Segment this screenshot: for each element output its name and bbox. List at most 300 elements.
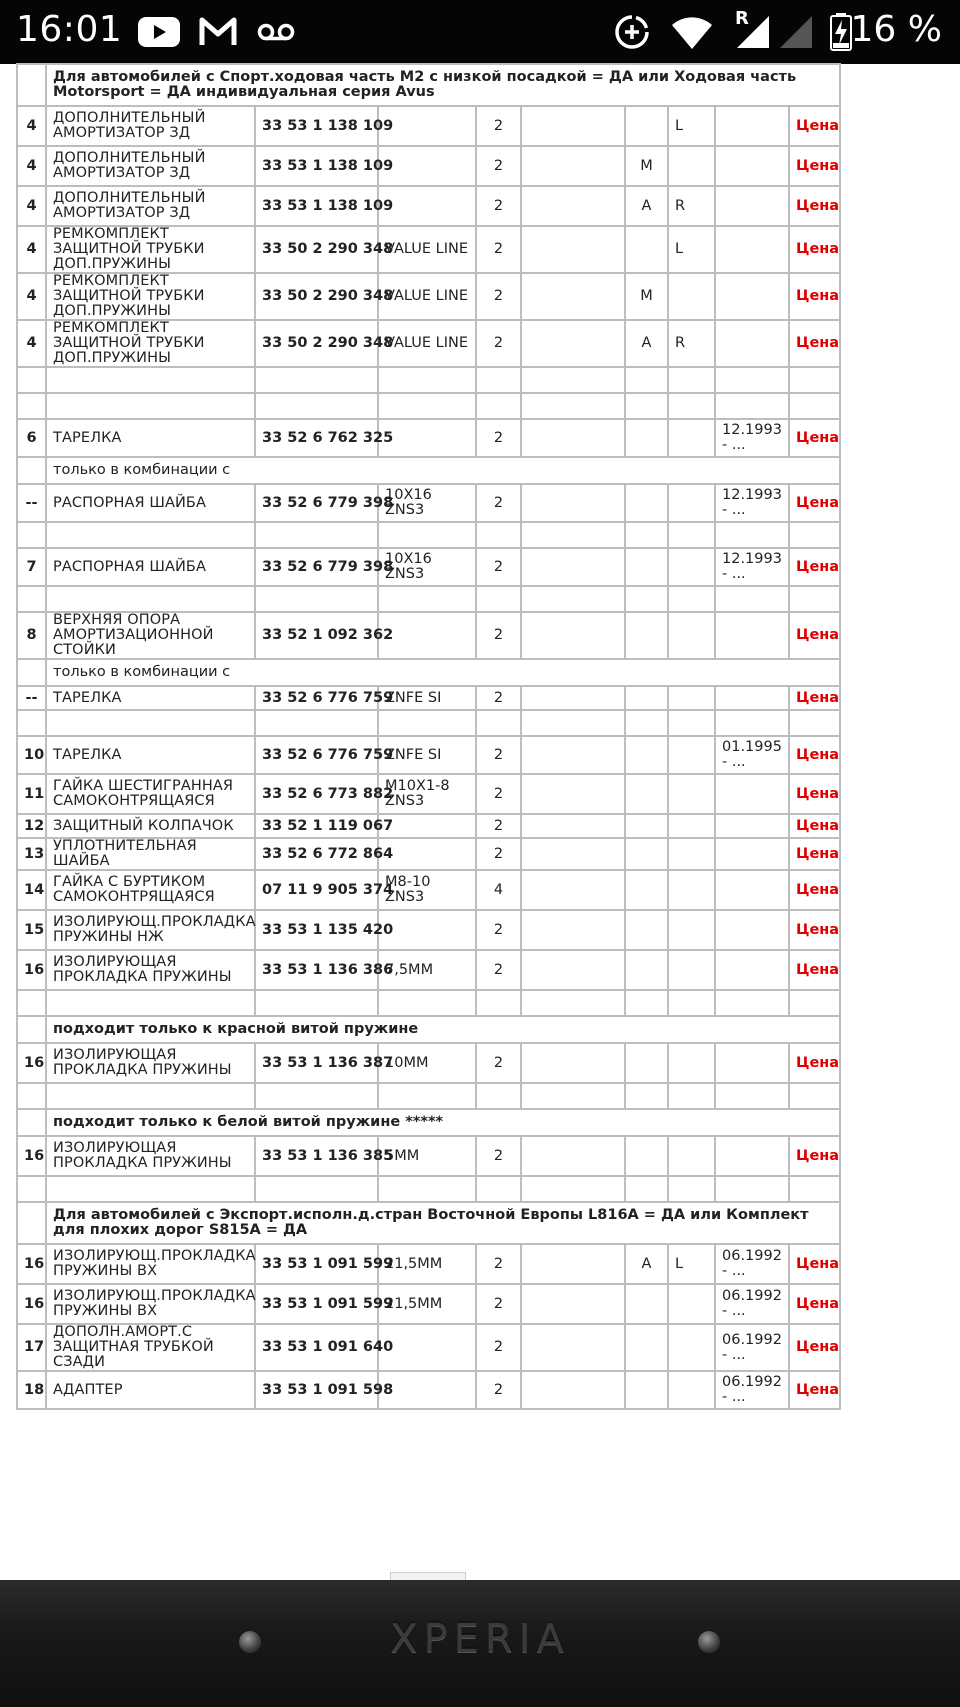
part-number: 33 52 6 779 398 — [255, 548, 378, 586]
part-attr-side — [668, 774, 715, 814]
empty-cell — [17, 457, 46, 484]
part-attr-extra — [521, 950, 625, 990]
part-attr-extra — [521, 838, 625, 870]
table-row — [17, 419, 840, 457]
part-quantity: 2 — [476, 484, 521, 522]
part-attr-variant — [625, 838, 668, 870]
empty-cell — [378, 710, 476, 736]
part-number: 07 11 9 905 374 — [255, 870, 378, 910]
part-attr-side — [668, 273, 715, 320]
empty-cell — [789, 990, 840, 1016]
empty-cell — [521, 586, 625, 612]
part-date-range — [715, 910, 789, 950]
part-description: ТАРЕЛКА — [46, 419, 255, 457]
price-link[interactable]: Цена — [796, 817, 840, 834]
empty-cell — [255, 586, 378, 612]
part-quantity: 2 — [476, 146, 521, 186]
item-position: 17 — [17, 1324, 46, 1371]
part-attr-side: L — [668, 226, 715, 273]
price-link[interactable]: Цена — [796, 689, 840, 706]
table-row — [17, 950, 840, 990]
price-cell — [789, 814, 840, 838]
price-link[interactable]: Цена — [796, 627, 840, 643]
empty-cell — [46, 1176, 255, 1202]
price-link[interactable]: Цена — [796, 429, 840, 446]
empty-cell — [46, 1083, 255, 1109]
part-attr-side — [668, 870, 715, 910]
empty-cell — [521, 710, 625, 736]
price-link[interactable]: Цена — [796, 197, 840, 214]
price-cell — [789, 686, 840, 710]
part-attr-variant — [625, 686, 668, 710]
part-quantity: 2 — [476, 1371, 521, 1409]
part-number: 33 53 1 091 599 — [255, 1244, 378, 1284]
part-number: 33 53 1 091 640 — [255, 1324, 378, 1371]
empty-cell — [17, 522, 46, 548]
price-link[interactable]: Цена — [796, 494, 840, 511]
price-link[interactable]: Цена — [796, 558, 840, 575]
price-link[interactable]: Цена — [796, 157, 840, 174]
status-bar — [0, 0, 960, 64]
empty-cell — [476, 367, 521, 393]
part-attr-extra — [521, 1136, 625, 1176]
empty-cell — [17, 1176, 46, 1202]
part-description: ДОПОЛНИТЕЛЬНЫЙ АМОРТИЗАТОР ЗД — [46, 106, 255, 146]
empty-cell — [668, 990, 715, 1016]
battery-percent: 16 % — [850, 9, 942, 50]
part-attr-extra — [521, 320, 625, 367]
part-attr-extra — [521, 686, 625, 710]
parts-table — [16, 63, 841, 1410]
empty-cell — [17, 1016, 46, 1043]
part-date-range — [715, 814, 789, 838]
part-quantity: 4 — [476, 870, 521, 910]
part-date-range — [715, 950, 789, 990]
part-info: ZNFE SI — [378, 736, 476, 774]
part-description: ИЗОЛИРУЮЩ.ПРОКЛАДКА ПРУЖИНЫ НЖ — [46, 910, 255, 950]
price-link[interactable]: Цена — [796, 881, 840, 898]
part-date-range — [715, 1136, 789, 1176]
youtube-icon — [138, 0, 180, 64]
empty-cell — [625, 586, 668, 612]
part-date-range — [715, 774, 789, 814]
price-link[interactable]: Цена — [796, 1147, 840, 1164]
part-attr-extra — [521, 273, 625, 320]
part-date-range: 12.1993 - ... — [715, 419, 789, 457]
part-number: 33 53 1 138 109 — [255, 146, 378, 186]
price-cell — [789, 106, 840, 146]
empty-cell — [715, 710, 789, 736]
empty-cell — [521, 1176, 625, 1202]
part-attr-extra — [521, 1043, 625, 1083]
price-cell — [789, 419, 840, 457]
table-row — [17, 838, 840, 870]
empty-cell — [378, 393, 476, 419]
device-nav-bar — [0, 1580, 960, 1707]
part-attr-side — [668, 1371, 715, 1409]
item-position: 4 — [17, 320, 46, 367]
item-position: 16 — [17, 1284, 46, 1324]
part-quantity: 2 — [476, 320, 521, 367]
empty-cell — [715, 522, 789, 548]
part-quantity: 2 — [476, 736, 521, 774]
part-number: 33 53 1 136 385 — [255, 1136, 378, 1176]
part-number: 33 53 1 138 109 — [255, 186, 378, 226]
empty-cell — [46, 367, 255, 393]
part-attr-variant — [625, 548, 668, 586]
part-description: РАСПОРНАЯ ШАЙБА — [46, 548, 255, 586]
empty-cell — [789, 1083, 840, 1109]
part-attr-variant — [625, 484, 668, 522]
part-quantity: 2 — [476, 419, 521, 457]
empty-cell — [789, 367, 840, 393]
part-description: ИЗОЛИРУЮЩ.ПРОКЛАДКА ПРУЖИНЫ ВХ — [46, 1244, 255, 1284]
table-row — [17, 1136, 840, 1176]
price-link[interactable]: Цена — [796, 845, 840, 862]
empty-cell — [625, 367, 668, 393]
part-attr-variant — [625, 1136, 668, 1176]
price-link[interactable]: Цена — [796, 1381, 840, 1398]
item-position: 4 — [17, 226, 46, 273]
part-attr-variant — [625, 419, 668, 457]
empty-cell — [625, 522, 668, 548]
part-attr-side — [668, 1043, 715, 1083]
price-link[interactable]: Цена — [796, 785, 840, 802]
price-link[interactable]: Цена — [796, 1295, 840, 1312]
part-date-range — [715, 106, 789, 146]
part-date-range: 06.1992 - ... — [715, 1324, 789, 1371]
part-attr-extra — [521, 910, 625, 950]
part-attr-extra — [521, 146, 625, 186]
part-attr-side — [668, 838, 715, 870]
part-info: M8-10 ZNS3 — [378, 870, 476, 910]
table-row — [17, 1043, 840, 1083]
part-number: 33 52 6 773 882 — [255, 774, 378, 814]
part-number: 33 53 1 138 109 — [255, 106, 378, 146]
table-row-spacer — [17, 990, 840, 1016]
empty-cell — [668, 1176, 715, 1202]
empty-cell — [255, 710, 378, 736]
part-description: РЕМКОМПЛЕКТ ЗАЩИТНОЙ ТРУБКИ ДОП.ПРУЖИНЫ — [46, 273, 255, 320]
empty-cell — [255, 522, 378, 548]
table-section-note — [17, 1109, 840, 1136]
section-note-text: Для автомобилей с Спорт.ходовая часть M2 с низкой посадкой = ДА или Ходовая часть Motorsport = ДА индивидуальная серия Avus — [46, 64, 840, 106]
status-time: 16:01 — [16, 9, 123, 50]
part-attr-variant — [625, 910, 668, 950]
empty-cell — [46, 586, 255, 612]
table-row — [17, 273, 840, 320]
part-info: 7,5MM — [378, 950, 476, 990]
item-position: 14 — [17, 870, 46, 910]
part-attr-extra — [521, 484, 625, 522]
empty-cell — [789, 710, 840, 736]
part-attr-side — [668, 419, 715, 457]
empty-cell — [378, 1083, 476, 1109]
part-number: 33 52 1 092 362 — [255, 612, 378, 659]
part-attr-extra — [521, 419, 625, 457]
part-description: ИЗОЛИРУЮЩАЯ ПРОКЛАДКА ПРУЖИНЫ — [46, 1043, 255, 1083]
table-row — [17, 612, 840, 659]
part-date-range — [715, 686, 789, 710]
part-info: 10MM — [378, 1043, 476, 1083]
empty-cell — [17, 64, 46, 106]
price-cell — [789, 1136, 840, 1176]
price-cell — [789, 838, 840, 870]
part-attr-side — [668, 736, 715, 774]
part-quantity: 2 — [476, 186, 521, 226]
part-attr-variant — [625, 612, 668, 659]
part-quantity: 2 — [476, 1324, 521, 1371]
part-number: 33 50 2 290 348 — [255, 226, 378, 273]
part-attr-variant — [625, 736, 668, 774]
price-link[interactable]: Цена — [796, 1255, 840, 1272]
part-number: 33 52 6 762 325 — [255, 419, 378, 457]
empty-cell — [521, 367, 625, 393]
empty-cell — [378, 586, 476, 612]
table-section-note — [17, 64, 840, 106]
table-row-spacer — [17, 586, 840, 612]
part-attr-variant — [625, 950, 668, 990]
table-row — [17, 146, 840, 186]
empty-cell — [476, 710, 521, 736]
data-saver-icon — [614, 0, 650, 64]
part-info: VALUE LINE — [378, 320, 476, 367]
item-position: 6 — [17, 419, 46, 457]
empty-cell — [521, 1083, 625, 1109]
speaker-dot-right — [698, 1631, 720, 1653]
empty-cell — [17, 367, 46, 393]
part-date-range — [715, 612, 789, 659]
item-position: -- — [17, 484, 46, 522]
table-row — [17, 686, 840, 710]
empty-cell — [476, 586, 521, 612]
section-note-text: только в комбинации с — [46, 457, 840, 484]
table-row-spacer — [17, 522, 840, 548]
part-attr-side — [668, 950, 715, 990]
part-description: УПЛОТНИТЕЛЬНАЯ ШАЙБА — [46, 838, 255, 870]
table-row — [17, 910, 840, 950]
price-link[interactable]: Цена — [796, 117, 840, 134]
price-link[interactable]: Цена — [796, 1339, 840, 1355]
item-position: 12 — [17, 814, 46, 838]
part-date-range — [715, 838, 789, 870]
price-cell — [789, 950, 840, 990]
part-quantity: 2 — [476, 273, 521, 320]
table-row — [17, 1371, 840, 1409]
price-link[interactable]: Цена — [796, 335, 840, 351]
price-cell — [789, 910, 840, 950]
part-quantity: 2 — [476, 1244, 521, 1284]
part-date-range: 12.1993 - ... — [715, 484, 789, 522]
empty-cell — [378, 990, 476, 1016]
item-position: 4 — [17, 106, 46, 146]
empty-cell — [17, 710, 46, 736]
part-attr-extra — [521, 1324, 625, 1371]
item-position: 16 — [17, 1244, 46, 1284]
part-description: ИЗОЛИРУЮЩАЯ ПРОКЛАДКА ПРУЖИНЫ — [46, 1136, 255, 1176]
gmail-icon — [199, 0, 237, 64]
part-number: 33 50 2 290 348 — [255, 320, 378, 367]
empty-cell — [521, 393, 625, 419]
section-note-text: подходит только к красной витой пружине — [46, 1016, 840, 1043]
empty-cell — [625, 710, 668, 736]
part-attr-side: R — [668, 186, 715, 226]
empty-cell — [668, 1083, 715, 1109]
item-position: 11 — [17, 774, 46, 814]
table-row-spacer — [17, 1083, 840, 1109]
empty-cell — [378, 367, 476, 393]
price-link[interactable]: Цена — [796, 746, 840, 763]
part-description: ИЗОЛИРУЮЩ.ПРОКЛАДКА ПРУЖИНЫ ВХ — [46, 1284, 255, 1324]
part-attr-extra — [521, 1371, 625, 1409]
empty-cell — [378, 1176, 476, 1202]
empty-cell — [17, 1109, 46, 1136]
price-link[interactable]: Цена — [796, 921, 840, 938]
part-description: ГАЙКА С БУРТИКОМ САМОКОНТРЯЩАЯСЯ — [46, 870, 255, 910]
part-attr-variant — [625, 1284, 668, 1324]
empty-cell — [17, 393, 46, 419]
item-position: 4 — [17, 273, 46, 320]
part-number: 33 52 6 776 759 — [255, 686, 378, 710]
part-quantity: 2 — [476, 548, 521, 586]
item-position: 18 — [17, 1371, 46, 1409]
part-attr-side — [668, 548, 715, 586]
empty-cell — [17, 990, 46, 1016]
table-row — [17, 814, 840, 838]
price-cell — [789, 612, 840, 659]
empty-cell — [715, 393, 789, 419]
empty-cell — [715, 1176, 789, 1202]
part-attr-variant — [625, 1371, 668, 1409]
empty-cell — [789, 1176, 840, 1202]
page-content — [0, 64, 960, 1580]
part-number: 33 53 1 091 599 — [255, 1284, 378, 1324]
empty-cell — [46, 710, 255, 736]
part-info: M10X1-8 ZNS3 — [378, 774, 476, 814]
part-info: 10X16 ZNS3 — [378, 484, 476, 522]
part-attr-variant: A — [625, 186, 668, 226]
table-row — [17, 484, 840, 522]
part-attr-extra — [521, 774, 625, 814]
item-position: 15 — [17, 910, 46, 950]
part-description: РЕМКОМПЛЕКТ ЗАЩИТНОЙ ТРУБКИ ДОП.ПРУЖИНЫ — [46, 226, 255, 273]
item-position: 16 — [17, 950, 46, 990]
signal-icon — [735, 0, 771, 64]
table-row — [17, 320, 840, 367]
empty-cell — [476, 1176, 521, 1202]
part-attr-variant: M — [625, 146, 668, 186]
table-row — [17, 548, 840, 586]
part-description: ИЗОЛИРУЮЩАЯ ПРОКЛАДКА ПРУЖИНЫ — [46, 950, 255, 990]
part-attr-variant: M — [625, 273, 668, 320]
part-attr-variant — [625, 774, 668, 814]
price-link[interactable]: Цена — [796, 961, 840, 978]
part-number: 33 53 1 091 598 — [255, 1371, 378, 1409]
part-description: ГАЙКА ШЕСТИГРАННАЯ САМОКОНТРЯЩАЯСЯ — [46, 774, 255, 814]
part-number: 33 52 6 776 759 — [255, 736, 378, 774]
part-attr-extra — [521, 226, 625, 273]
part-description: ДОПОЛНИТЕЛЬНЫЙ АМОРТИЗАТОР ЗД — [46, 186, 255, 226]
table-section-note — [17, 1202, 840, 1244]
part-attr-extra — [521, 1284, 625, 1324]
item-position: 13 — [17, 838, 46, 870]
price-link[interactable]: Цена — [796, 288, 840, 304]
table-row-spacer — [17, 710, 840, 736]
table-row-spacer — [17, 393, 840, 419]
part-attr-extra — [521, 612, 625, 659]
table-row — [17, 736, 840, 774]
part-attr-side — [668, 910, 715, 950]
price-cell — [789, 1244, 840, 1284]
part-number: 33 50 2 290 348 — [255, 273, 378, 320]
part-quantity: 2 — [476, 1136, 521, 1176]
part-attr-extra — [521, 548, 625, 586]
empty-cell — [17, 659, 46, 686]
price-cell — [789, 1324, 840, 1371]
part-info: 10X16 ZNS3 — [378, 548, 476, 586]
empty-cell — [789, 522, 840, 548]
empty-cell — [46, 990, 255, 1016]
part-quantity: 2 — [476, 226, 521, 273]
table-row — [17, 1324, 840, 1371]
empty-cell — [17, 1083, 46, 1109]
price-cell — [789, 320, 840, 367]
price-cell — [789, 736, 840, 774]
part-attr-variant — [625, 870, 668, 910]
price-cell — [789, 146, 840, 186]
item-position: 7 — [17, 548, 46, 586]
item-position: 16 — [17, 1136, 46, 1176]
empty-cell — [625, 393, 668, 419]
part-info: VALUE LINE — [378, 226, 476, 273]
price-link[interactable]: Цена — [796, 1054, 840, 1071]
part-description: ТАРЕЛКА — [46, 686, 255, 710]
part-date-range — [715, 273, 789, 320]
part-description: ДОПОЛНИТЕЛЬНЫЙ АМОРТИЗАТОР ЗД — [46, 146, 255, 186]
part-attr-variant: A — [625, 320, 668, 367]
item-position: 16 — [17, 1043, 46, 1083]
part-date-range — [715, 870, 789, 910]
empty-cell — [476, 1083, 521, 1109]
roaming-indicator: R — [735, 7, 749, 29]
part-quantity: 2 — [476, 686, 521, 710]
empty-cell — [625, 1083, 668, 1109]
part-attr-side: L — [668, 1244, 715, 1284]
empty-cell — [715, 586, 789, 612]
empty-cell — [255, 393, 378, 419]
empty-cell — [668, 522, 715, 548]
part-description: РАСПОРНАЯ ШАЙБА — [46, 484, 255, 522]
empty-cell — [46, 522, 255, 548]
table-row — [17, 774, 840, 814]
table-section-note — [17, 659, 840, 686]
section-note-text: только в комбинации с — [46, 659, 840, 686]
battery-charging-icon — [830, 0, 852, 64]
brand-logo: XPERIA — [390, 1616, 570, 1662]
price-link[interactable]: Цена — [796, 241, 840, 257]
part-date-range — [715, 226, 789, 273]
empty-cell — [46, 393, 255, 419]
empty-cell — [789, 586, 840, 612]
part-description: АДАПТЕР — [46, 1371, 255, 1409]
part-description: ДОПОЛН.АМОРТ.С ЗАЩИТНАЯ ТРУБКОЙ СЗАДИ — [46, 1324, 255, 1371]
part-attr-variant — [625, 1043, 668, 1083]
table-row — [17, 870, 840, 910]
signal-icon-secondary — [778, 0, 814, 64]
part-info: VALUE LINE — [378, 273, 476, 320]
part-description: ТАРЕЛКА — [46, 736, 255, 774]
part-attr-extra — [521, 870, 625, 910]
